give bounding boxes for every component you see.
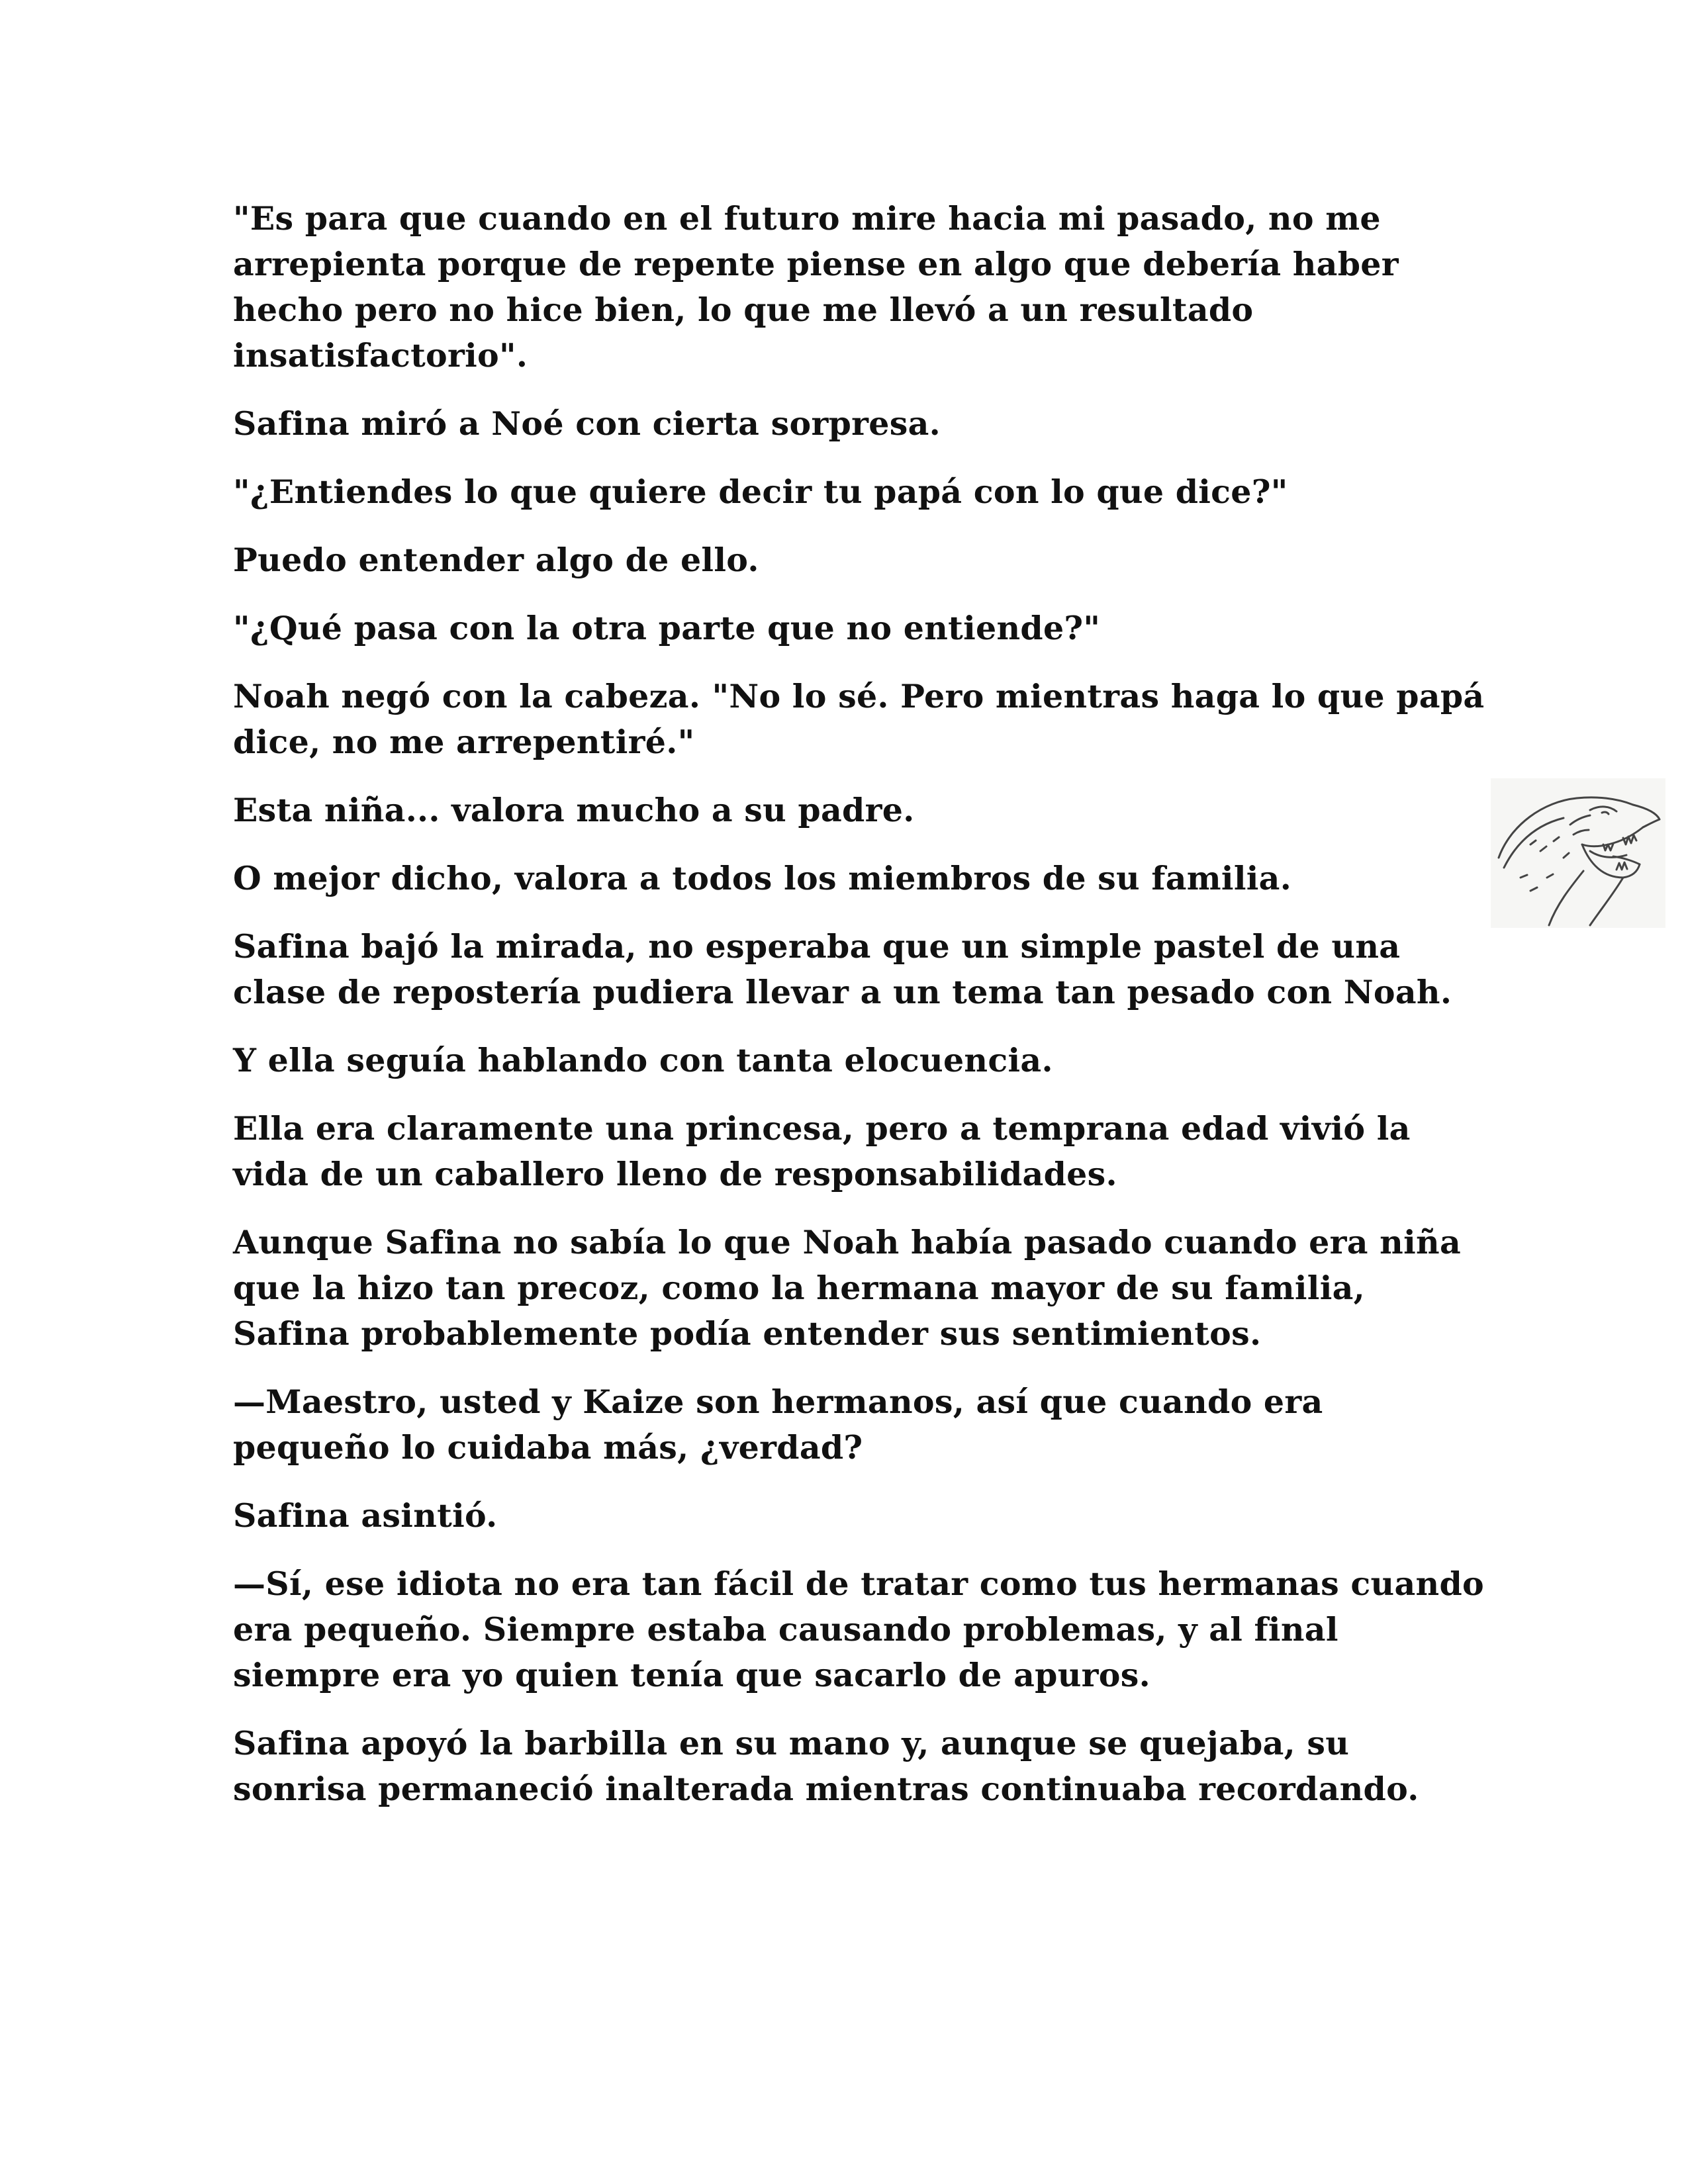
paragraph: Puedo entender algo de ello. (233, 541, 759, 579)
paragraph: Noah negó con la cabeza. "No lo sé. Pero mientras haga lo que papá dice, no me arrepentiré." (233, 677, 1485, 761)
paragraph: —Sí, ese idiota no era tan fácil de tratar como tus hermanas cuando era pequeño. Siempre estaba causando problemas, y al final siempre era yo quien tenía que sacarlo de apuros. (233, 1565, 1484, 1694)
paragraph: "Es para que cuando en el futuro mire hacia mi pasado, no me arrepienta porque de repente piense en algo que debería haber hecho pero no hice bien, lo que me llevó a un resultado insatisfactorio". (233, 199, 1399, 375)
paragraph: Safina bajó la mirada, no esperaba que un simple pastel de una clase de repostería pudiera llevar a un tema tan pesado con Noah. (233, 927, 1452, 1011)
paragraph: Ella era claramente una princesa, pero a temprana edad vivió la vida de un caballero lleno de responsabilidades. (233, 1109, 1411, 1193)
paragraph: O mejor dicho, valora a todos los miembros de su familia. (233, 859, 1292, 897)
paragraph: —Maestro, usted y Kaize son hermanos, así que cuando era pequeño lo cuidaba más, ¿verdad? (233, 1383, 1323, 1467)
paragraph: Y ella seguía hablando con tanta elocuencia. (233, 1041, 1053, 1079)
paragraph: Safina asintió. (233, 1496, 498, 1535)
paragraph: Esta niña... valora mucho a su padre. (233, 791, 915, 829)
paragraph: Safina apoyó la barbilla en su mano y, aunque se quejaba, su sonrisa permaneció inalterada mientras continuaba recordando. (233, 1724, 1419, 1808)
story-text (233, 196, 1491, 1835)
paragraph: Aunque Safina no sabía lo que Noah había pasado cuando era niña que la hizo tan precoz, como la hermana mayor de su familia, Safina probablemente podía entender sus sentimientos. (233, 1223, 1461, 1353)
paragraph: Safina miró a Noé con cierta sorpresa. (233, 404, 941, 443)
paragraph: "¿Qué pasa con la otra parte que no entiende?" (233, 609, 1101, 647)
paragraph: "¿Entiendes lo que quiere decir tu papá con lo que dice?" (233, 473, 1288, 511)
dinosaur-head-icon (1491, 778, 1665, 928)
